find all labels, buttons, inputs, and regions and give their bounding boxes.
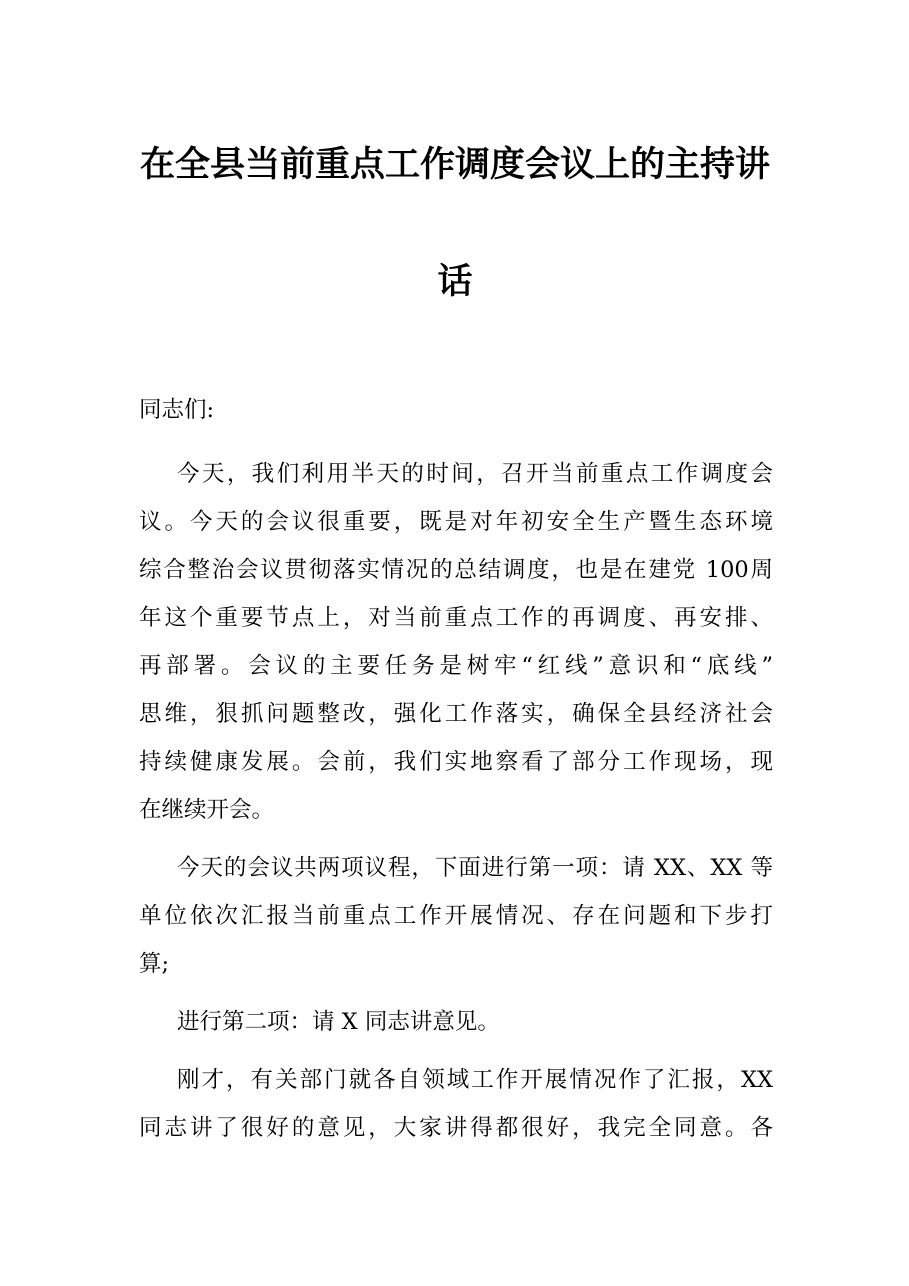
body-line-text: 在继续开会。 <box>139 797 275 823</box>
body-line-text: 同志讲了很好的意见，大家讲得都很好，我完全同意。各 <box>139 1115 773 1141</box>
body-line <box>139 1007 773 1037</box>
body-line <box>139 603 773 633</box>
body-line <box>139 395 773 425</box>
body-line-text: 算; <box>139 951 170 977</box>
body-line <box>139 1065 773 1095</box>
body-line-text: 同志们: <box>139 397 215 423</box>
document-title-line-2: 话 <box>437 261 473 302</box>
body-line <box>139 699 773 729</box>
body-line <box>139 853 773 883</box>
body-line <box>139 459 773 489</box>
body-line <box>139 795 773 825</box>
body-line-text: 持续健康发展。会前，我们实地察看了部分工作现场，现 <box>139 749 773 775</box>
body-line <box>139 901 773 931</box>
body-line <box>139 747 773 777</box>
body-line-text: 再部署。会议的主要任务是树牢“红线”意识和“底线” <box>139 653 773 679</box>
body-line-text: 单位依次汇报当前重点工作开展情况、存在问题和下步打 <box>139 903 773 929</box>
body-line-text: 今天的会议共两项议程，下面进行第一项：请 XX、XX 等 <box>177 855 773 881</box>
body-line-text: 刚才，有关部门就各自领域工作开展情况作了汇报，XX <box>177 1067 773 1093</box>
body-line-text: 议。今天的会议很重要，既是对年初安全生产暨生态环境 <box>139 509 773 535</box>
body-line <box>139 507 773 537</box>
body-line-text: 进行第二项：请 X 同志讲意见。 <box>177 1009 500 1035</box>
body-line <box>139 949 773 979</box>
body-line <box>139 555 773 585</box>
body-line-text: 今天，我们利用半天的时间，召开当前重点工作调度会 <box>177 461 773 487</box>
document-title-line-1: 在全县当前重点工作调度会议上的主持讲 <box>140 144 771 185</box>
body-line-text: 综合整治会议贯彻落实情况的总结调度，也是在建党 100周 <box>139 557 773 583</box>
body-line <box>139 1113 773 1143</box>
body-line-text: 思维，狠抓问题整改，强化工作落实，确保全县经济社会 <box>139 701 773 727</box>
body-line <box>139 651 773 681</box>
body-line-text: 年这个重要节点上，对当前重点工作的再调度、再安排、 <box>139 605 773 631</box>
